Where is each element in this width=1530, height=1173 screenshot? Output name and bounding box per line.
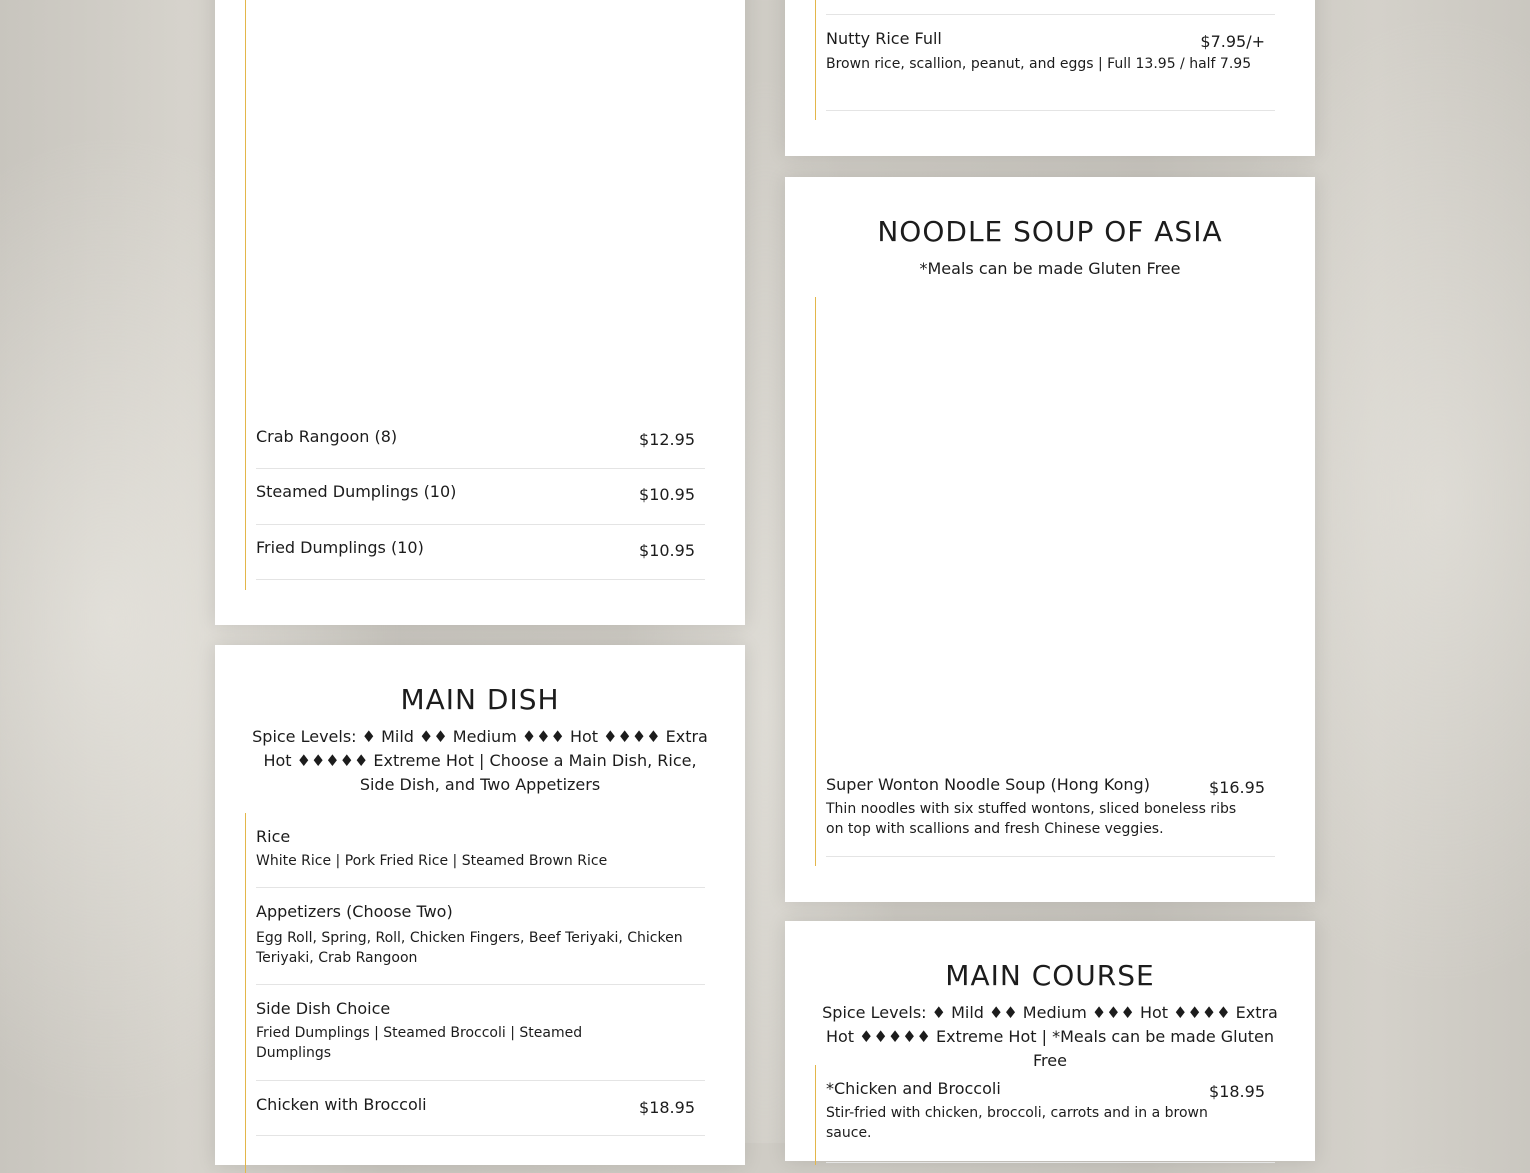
appetizers-card [215,0,745,625]
item-description: Fried Dumplings | Steamed Broccoli | Steamed Dumplings [256,1025,583,1061]
item-description: Egg Roll, Spring, Roll, Chicken Fingers, Beef Teriyaki, Chicken Teriyaki, Crab Rangoon [256,930,683,966]
item-description: Thin noodles with six stuffed wontons, sliced boneless ribs on top with scallions and fresh Chinese veggies. [826,801,1237,837]
item-price: $12.95 [639,430,695,449]
menu-item[interactable] [256,538,705,580]
menu-rail [815,1065,816,1165]
item-name: Chicken with Broccoli [256,1095,427,1114]
menu-rail [245,0,246,590]
menu-rail [245,813,246,1173]
noodle-soup-card [785,177,1315,902]
menu-item[interactable] [256,1095,705,1136]
item-price: $10.95 [639,541,695,560]
item-price: $16.95 [1209,778,1265,797]
menu-item [826,0,1275,15]
item-price: $10.95 [639,485,695,504]
menu-rail [815,297,816,866]
item-description: White Rice | Pork Fried Rice | Steamed Brown Rice [256,853,608,869]
item-description: Stir-fried with chicken, broccoli, carrots and in a brown sauce. [826,1105,1208,1141]
rice-card [785,0,1315,156]
item-name: Side Dish Choice [256,999,391,1018]
menu-item[interactable] [256,902,705,985]
item-name: Rice [256,827,291,846]
item-name: Super Wonton Noodle Soup (Hong Kong) [826,775,1150,794]
menu-rail [815,0,816,120]
item-price: $18.95 [1209,1082,1265,1101]
item-name: Crab Rangoon (8) [256,427,398,446]
item-name: Appetizers (Choose Two) [256,902,453,921]
item-name: Fried Dumplings (10) [256,538,424,557]
main-course-card [785,921,1315,1161]
menu-item[interactable] [826,1079,1275,1163]
section-note: Spice Levels: ♦ Mild ♦♦ Medium ♦♦♦ Hot ♦♦♦♦ Extra Hot ♦♦♦♦♦ Extreme Hot | *Meals can be made Gluten Free [822,1003,1278,1070]
item-name: Steamed Dumplings (10) [256,482,457,501]
section-note: *Meals can be made Gluten Free [919,259,1181,278]
item-name: *Chicken and Broccoli [826,1079,1001,1098]
menu-item[interactable] [256,999,705,1081]
item-price: $7.95/+ [1200,32,1265,51]
menu-item[interactable] [256,827,705,888]
menu-item[interactable] [826,29,1275,111]
menu-item[interactable] [826,775,1275,857]
item-description: Brown rice, scallion, peanut, and eggs | Full 13.95 / half 7.95 [826,56,1252,72]
main-dish-card [215,645,745,1165]
item-price: $18.95 [639,1098,695,1117]
menu-item[interactable] [256,482,705,525]
section-title: MAIN COURSE [945,959,1155,992]
section-note: Spice Levels: ♦ Mild ♦♦ Medium ♦♦♦ Hot ♦♦♦♦ Extra Hot ♦♦♦♦♦ Extreme Hot | Choose a Main Dish, Rice, Side Dish, and Two Appetizers [252,727,708,794]
menu-item[interactable] [256,427,705,469]
section-title: NOODLE SOUP OF ASIA [877,215,1223,248]
section-title: MAIN DISH [400,683,560,716]
item-name: Nutty Rice Full [826,29,942,48]
